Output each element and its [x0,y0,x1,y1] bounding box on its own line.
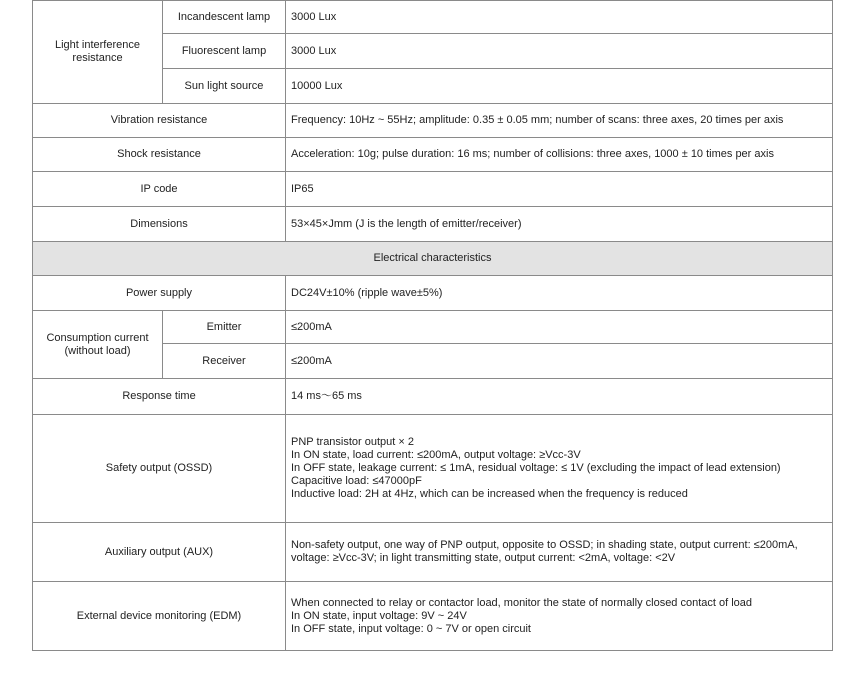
table-row [33,207,833,242]
light-source-label: Incandescent lamp [163,1,286,34]
ip-code-label: IP code [33,172,286,207]
shock-label: Shock resistance [33,138,286,172]
light-source-label: Fluorescent lamp [163,34,286,69]
table-row [33,415,833,523]
section-header-electrical: Electrical characteristics [33,242,833,276]
consumption-part-label: Receiver [163,344,286,379]
table-row [33,172,833,207]
table-row [33,582,833,651]
table-row [33,1,833,34]
edm-label: External device monitoring (EDM) [33,582,286,651]
power-supply-label: Power supply [33,276,286,311]
shock-value: Acceleration: 10g; pulse duration: 16 ms; number of collisions: three axes, 1000 ± 10 times per axis [286,138,833,172]
dimensions-value: 53×45×Jmm (J is the length of emitter/receiver) [286,207,833,242]
table-row [33,523,833,582]
specifications-table [32,0,833,651]
auxiliary-output-value: Non-safety output, one way of PNP output, opposite to OSSD; in shading state, output current: ≤200mA, voltage: ≥Vcc-3V; in light transmitting state, output current: <2mA, voltage: <2V [286,523,833,582]
safety-output-line: Inductive load: 2H at 4Hz, which can be increased when the frequency is reduced [291,488,688,500]
table-row [33,104,833,138]
consumption-part-value: ≤200mA [286,344,833,379]
edm-value [286,582,833,651]
auxiliary-output-label: Auxiliary output (AUX) [33,523,286,582]
table-row [33,379,833,415]
light-source-value: 10000 Lux [286,69,833,104]
light-source-label: Sun light source [163,69,286,104]
ip-code-value: IP65 [286,172,833,207]
vibration-value: Frequency: 10Hz ~ 55Hz; amplitude: 0.35 ± 0.05 mm; number of scans: three axes, 20 times per axis [286,104,833,138]
table-row [33,242,833,276]
safety-output-label: Safety output (OSSD) [33,415,286,523]
response-time-label: Response time [33,379,286,415]
consumption-label: Consumption current (without load) [33,311,163,379]
response-time-value: 14 ms～65 ms [286,379,833,415]
edm-line: When connected to relay or contactor load, monitor the state of normally closed contact of load [291,596,753,609]
safety-output-value [286,415,833,523]
light-interference-label: Light interference resistance [33,1,163,104]
safety-output-line: In OFF state, leakage current: ≤ 1mA, residual voltage: ≤ 1V (excluding the impact of lead extension) [291,462,781,474]
consumption-part-label: Emitter [163,311,286,344]
table-row [33,311,833,344]
light-source-value: 3000 Lux [286,1,833,34]
table-row [33,276,833,311]
safety-output-line: Capacitive load: ≤47000pF [291,475,422,487]
edm-line: In OFF state, input voltage: 0 ~ 7V or open circuit [291,622,531,635]
light-source-value: 3000 Lux [286,34,833,69]
consumption-part-value: ≤200mA [286,311,833,344]
dimensions-label: Dimensions [33,207,286,242]
safety-output-line: PNP transistor output × 2 [291,436,415,448]
safety-output-line: In ON state, load current: ≤200mA, output voltage: ≥Vcc-3V [291,449,581,461]
vibration-label: Vibration resistance [33,104,286,138]
table-row [33,138,833,172]
power-supply-value: DC24V±10% (ripple wave±5%) [286,276,833,311]
edm-line: In ON state, input voltage: 9V ~ 24V [291,609,467,622]
